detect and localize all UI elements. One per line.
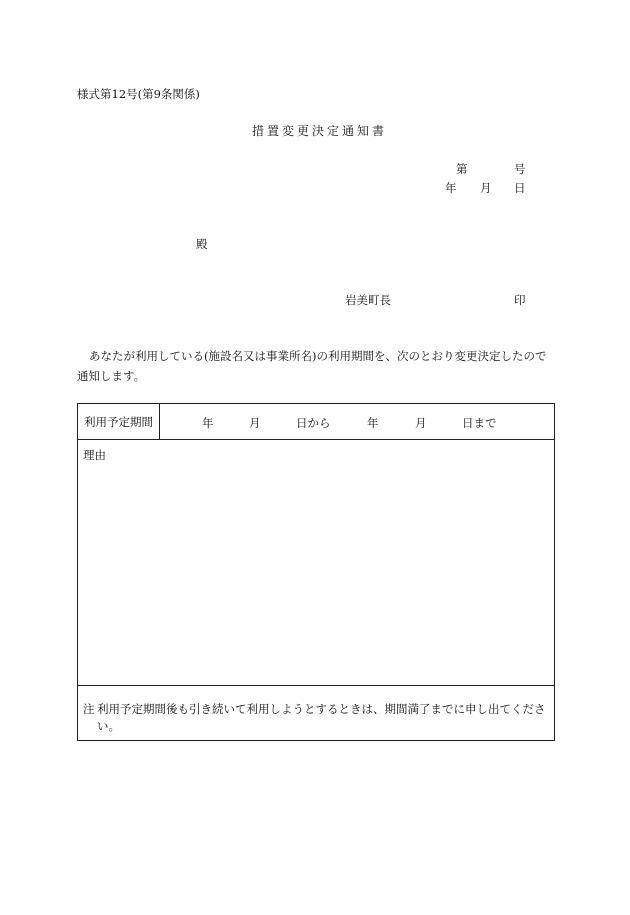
period-from-month: 月 [249, 416, 261, 430]
period-row [78, 404, 554, 440]
document-title: 措置変更決定通知書 [252, 124, 388, 138]
addressee-honorific: 殿 [196, 237, 208, 251]
notification-body: あなたが利用している(施設名又は事業所名)の利用期間を、次のとおり変更決定したので通知します。 [77, 349, 547, 383]
period-to-day: 日まで [462, 416, 497, 430]
doc-number-prefix: 第 [456, 162, 468, 176]
form-number-label: 様式第12号(第9条関係) [77, 87, 200, 101]
seal-mark: 印 [514, 293, 526, 307]
date-month-label: 月 [480, 181, 492, 195]
note-mark: 注 [83, 702, 95, 716]
note-row [78, 686, 554, 740]
sender-name: 岩美町長 [345, 293, 391, 307]
period-label-cell [78, 404, 160, 439]
doc-number-suffix: 号 [514, 162, 526, 176]
reason-label: 理由 [83, 448, 106, 462]
period-label: 利用予定期間 [84, 414, 153, 429]
reason-row [78, 440, 554, 686]
note-text: 利用予定期間後も引き続いて利用しようとするときは、期間満了までに申し出てください。 [97, 702, 546, 733]
period-from-year: 年 [202, 416, 214, 430]
notice-table [77, 403, 555, 741]
date-day-label: 日 [514, 181, 526, 195]
period-to-year: 年 [367, 416, 379, 430]
period-from-day: 日から [296, 416, 331, 430]
period-to-month: 月 [415, 416, 427, 430]
date-year-label: 年 [445, 181, 457, 195]
